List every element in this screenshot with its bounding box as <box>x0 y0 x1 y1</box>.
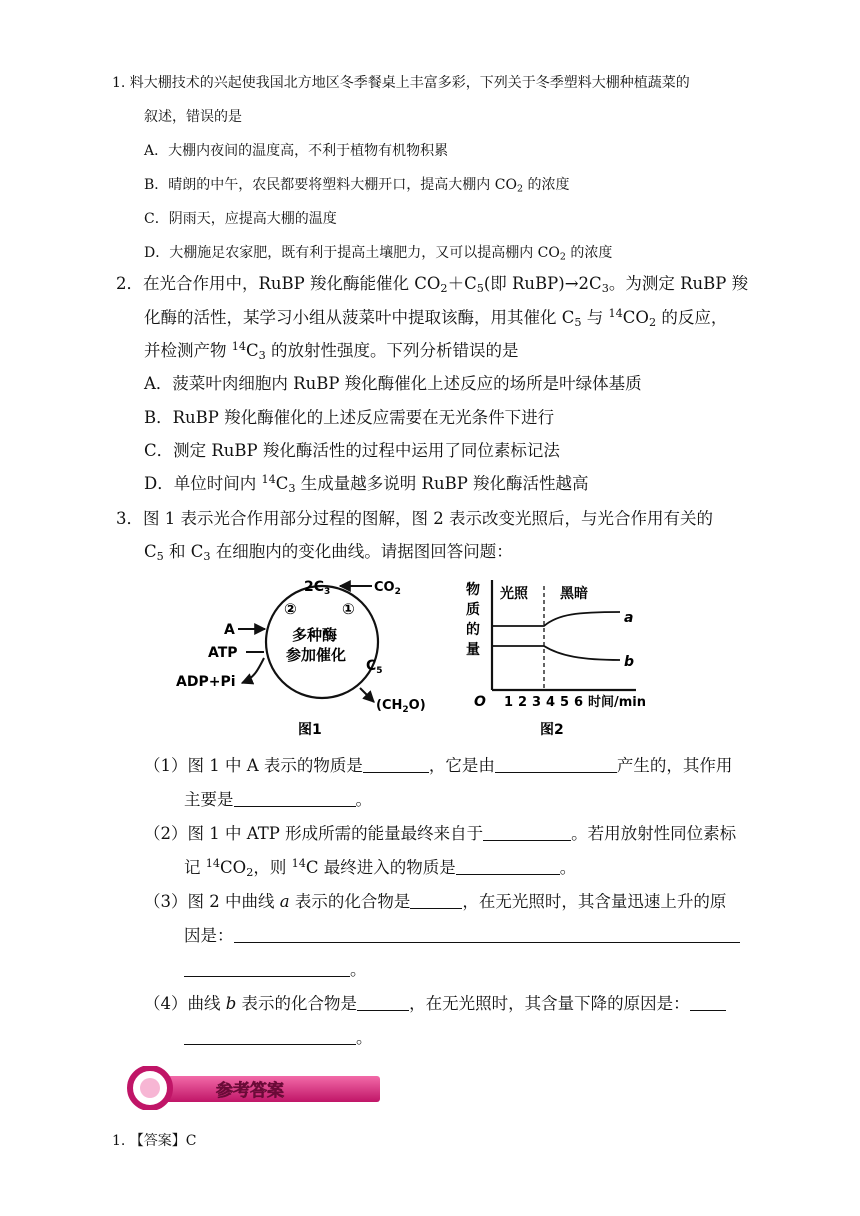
q1-stem-line-1: 1. 料大棚技术的兴起使我国北方地区冬季餐桌上丰富多彩，下列关于冬季塑料大棚种植蔬菜的 <box>112 75 690 91</box>
answer-blank[interactable] <box>234 926 740 944</box>
q3-stem-line-2: $C_5$ 和 $C_3$ 在细胞内的变化曲线。请据图回答问题： <box>144 542 513 563</box>
ch2o-arrow <box>360 688 374 702</box>
q3-sub-3-line-3: 。 <box>184 956 367 980</box>
fig2-xlabel: 时间/min <box>588 695 647 710</box>
answer-blank[interactable] <box>357 994 409 1012</box>
answer-blank[interactable] <box>495 756 617 774</box>
figure-1 <box>176 579 426 738</box>
fig2-curve-b <box>492 646 620 660</box>
fig2-curve-a <box>492 612 620 626</box>
adp-arrow <box>242 658 264 683</box>
q3-sub-1-line-2: 主要是 。 <box>184 790 372 809</box>
fig2-tick-3: 3 <box>532 695 542 710</box>
answer-blank[interactable] <box>483 824 571 842</box>
q2-option-a: A．菠菜叶肉细胞内 RuBP 羧化酶催化上述反应的场所是叶绿体基质 <box>144 374 642 393</box>
q3-stem-line-1: 3．图 1 表示光合作用部分过程的图解，图 2 表示改变光照后，与光合作用有关的 <box>116 509 713 528</box>
q1-stem-line-2: 叙述，错误的是 <box>144 109 242 125</box>
q2-option-b: B．RuBP 羧化酶催化的上述反应需要在无光条件下进行 <box>144 408 555 427</box>
answer-banner <box>124 1066 384 1110</box>
q1-option-b: B．晴朗的中午，农民都要将塑料大棚开口，提高大棚内 $CO_2$ 的浓度 <box>144 177 570 195</box>
fig1-c3-label: $2C_3$ <box>304 579 331 597</box>
fig1-adp-label: ADP+Pi <box>176 674 236 690</box>
q2-stem-line-2: 化酶的活性，某学习小组从菠菜叶中提取该酶，用其催化 $C_5$ 与 $^{14}CO_2$ 的反应， <box>144 306 728 329</box>
fig2-ylabel-char-3: 的 <box>466 622 480 638</box>
fig1-c5-label: $C_5$ <box>366 658 383 676</box>
answer-blank[interactable] <box>410 892 462 910</box>
fig1-step-1: ① <box>342 600 355 618</box>
q1-option-d: D．大棚施足农家肥，既有利于提高土壤肥力，又可以提高棚内 $CO_2$ 的浓度 <box>144 245 613 263</box>
fig2-dark-label: 黑暗 <box>560 586 588 602</box>
fig1-atp-label: ATP <box>208 645 238 661</box>
figure-2 <box>466 580 646 738</box>
q2-stem-line-3: 并检测产物 $^{14}C_3$ 的放射性强度。下列分析错误的是 <box>144 339 519 362</box>
q3-sub-2-line-2: 记 $^{14}CO_2$，则 $^{14}$C 最终进入的物质是 。 <box>184 856 577 879</box>
fig1-ch2o-label: $(CH_2O)$ <box>376 698 426 715</box>
fig2-tick-1: 1 <box>504 695 514 710</box>
answer-blank[interactable] <box>184 1028 356 1046</box>
q2-option-d: D．单位时间内 $^{14}C_3$ 生成量越多说明 RuBP 羧化酶活性越高 <box>144 472 589 495</box>
answer-blank[interactable] <box>234 790 356 808</box>
banner-title: 参考答案 <box>216 1081 284 1101</box>
fig2-light-label: 光照 <box>500 586 528 602</box>
q3-sub-4-line-2: 。 <box>184 1024 373 1048</box>
fig2-tick-2: 2 <box>518 695 528 710</box>
answer-blank[interactable] <box>690 994 726 1012</box>
q3-sub-4-line-1: （4）曲线 b 表示的化合物是 ，在无光照时，其含量下降的原因是： <box>144 990 726 1014</box>
q3-sub-3-line-2: 因是： <box>184 922 740 946</box>
q2-stem-line-1: 2．在光合作用中，RuBP 羧化酶能催化 $CO_2+C_5$(即 $RuBP)\to 2C_3$。为测定 RuBP 羧 <box>116 274 749 295</box>
q1-option-c: C．阴雨天，应提高大棚的温度 <box>144 211 337 227</box>
q3-sub-1-line-1: （1）图 1 中 A 表示的物质是 ，它是由 产生的，其作用 <box>144 756 733 775</box>
fig2-tick-6: 6 <box>574 695 584 710</box>
fig2-curve-b-label: b <box>624 654 635 670</box>
fig1-step-2: ② <box>284 600 297 618</box>
fig2-curve-a-label: a <box>624 610 634 626</box>
fig2-ylabel-char-4: 量 <box>466 642 480 658</box>
banner-ring-inner <box>140 1078 160 1098</box>
answer-blank[interactable] <box>184 960 350 978</box>
fig2-origin-label: O <box>474 694 486 710</box>
answer-1: 1. 【答案】C <box>112 1133 197 1149</box>
fig1-a-label: A <box>224 622 235 638</box>
fig1-enzyme-line-2: 参加催化 <box>286 646 347 664</box>
answer-blank[interactable] <box>456 858 560 876</box>
q3-sub-2-line-1: （2）图 1 中 ATP 形成所需的能量最终来自于 。若用放射性同位素标 <box>144 824 737 843</box>
fig1-enzyme-line-1: 多种酶 <box>292 626 338 644</box>
q2-option-c: C．测定 RuBP 羧化酶活性的过程中运用了同位素标记法 <box>144 441 560 460</box>
fig2-tick-4: 4 <box>546 695 556 710</box>
q1-option-a: A．大棚内夜间的温度高，不利于植物有机物积累 <box>144 143 449 159</box>
fig2-caption: 图2 <box>540 722 564 738</box>
q3-sub-3-line-1: （3）图 2 中曲线 a 表示的化合物是 ，在无光照时，其含量迅速上升的原 <box>144 892 727 911</box>
answer-blank[interactable] <box>363 756 429 774</box>
fig1-caption: 图1 <box>298 722 322 738</box>
fig2-ylabel-char-1: 物 <box>466 582 480 598</box>
fig2-ylabel-char-2: 质 <box>466 602 480 618</box>
fig1-co2-label: $CO_2$ <box>374 580 401 597</box>
figures <box>170 578 690 738</box>
fig2-tick-5: 5 <box>560 695 570 710</box>
